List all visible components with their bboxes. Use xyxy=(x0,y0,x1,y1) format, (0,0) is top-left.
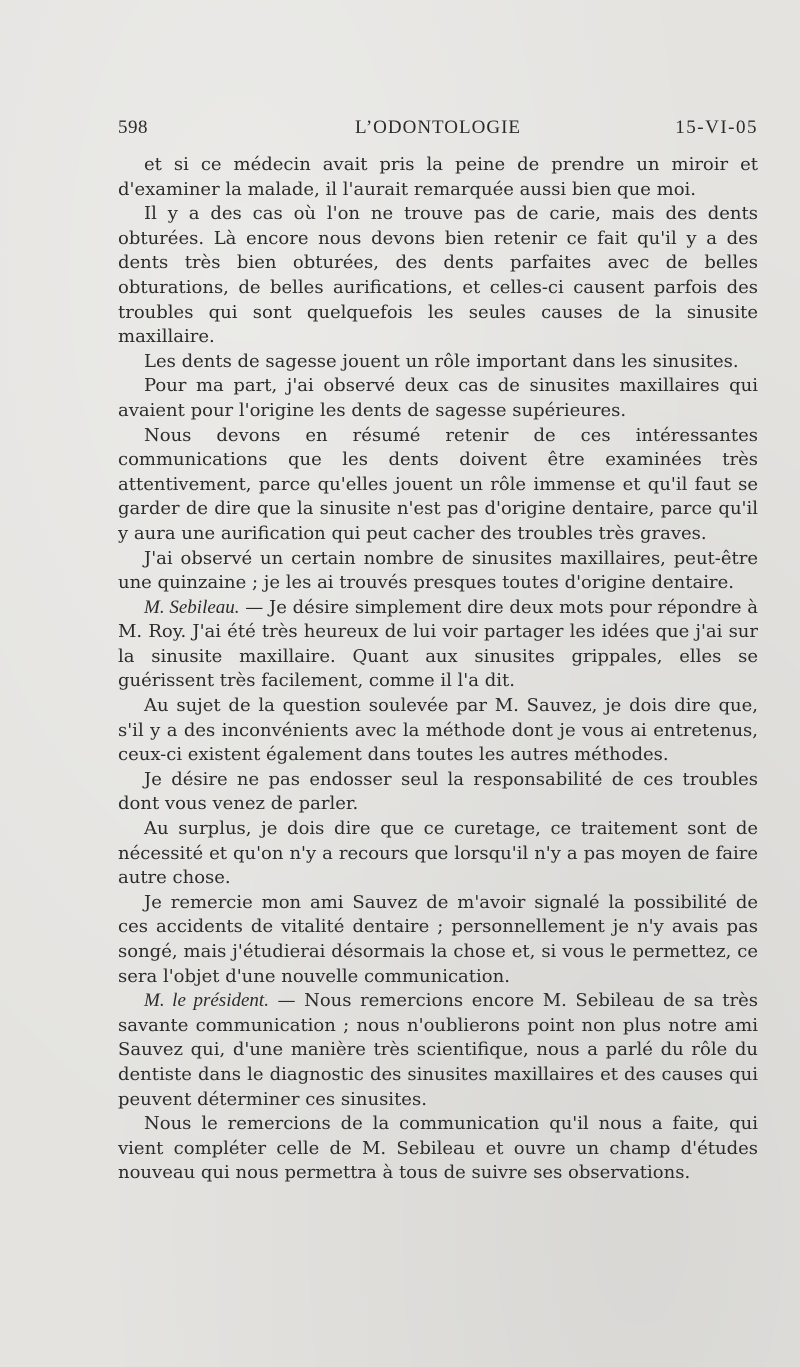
paragraph-text: Au sujet de la question soulevée par M. Sauvez, je dois dire que, s'il y a des inconvénients avec la méthode dont je vous ai entretenus, ceux-ci existent également dans toutes les autres méthodes. xyxy=(118,695,758,766)
speaker-name: M. Sebileau. xyxy=(144,596,240,618)
paragraph-text: Je remercie mon ami Sauvez de m'avoir signalé la possibilité de ces accidents de vitalité dentaire ; personnellement je n'y avais pas songé, mais j'étudierai désormais la chose et, si vous le permettez, ce sera l'objet d'une nouvelle communication. xyxy=(118,891,758,987)
paragraph-text: Les dents de sagesse jouent un rôle important dans les sinusites. xyxy=(144,350,739,372)
issue-date: 15-VI-05 xyxy=(675,117,758,138)
paragraph-text: Pour ma part, j'ai observé deux cas de sinusites maxillaires qui avaient pour l'origine les dents de sagesse supérieures. xyxy=(118,375,758,421)
paragraph-text: Nous devons en résumé retenir de ces intéressantes communications que les dents doivent être examinées très attentivement, parce qu'elles jouent un rôle immense et qu'il faut se garder de dire que la sinusite n'est pas d'origine dentaire, parce qu'il y aura une aurification qui peut cacher des troubles très graves. xyxy=(118,424,758,544)
paragraph-text: — Je désire simplement dire deux mots pour répondre à M. Roy. J'ai été très heureux de lui voir partager les idées que j'ai sur la sinusite maxillaire. Quant aux sinusites grippales, elles se guérissent très facilement, comme il l'a dit. xyxy=(118,596,758,692)
paragraph-text: J'ai observé un certain nombre de sinusites maxillaires, peut-être une quinzaine ; je les ai trouvés presques toutes d'origine dentaire. xyxy=(118,547,758,594)
paragraph-text: Je désire ne pas endosser seul la responsabilité de ces troubles dont vous venez de parler. xyxy=(118,768,758,815)
paragraph xyxy=(118,817,758,891)
paragraph xyxy=(118,374,758,423)
paragraph xyxy=(118,694,758,768)
paragraph-text: — Nous remercions encore M. Sebileau de sa très savante communication ; nous n'oublierons point non plus notre ami Sauvez qui, d'une manière très scientifique, nous a parlé du rôle du dentiste dans le diagnostic des sinusites maxillaires et des causes qui peuvent déterminer ces sinusites. xyxy=(118,990,758,1110)
paragraph xyxy=(118,768,758,817)
paragraph-text: Au surplus, je dois dire que ce curetage, ce traitement sont de nécessité et qu'on n'y a recours que lorsqu'il n'y a pas moyen de faire autre chose. xyxy=(118,818,758,889)
running-header xyxy=(118,117,758,147)
body-text xyxy=(118,153,758,1186)
page-number: 598 xyxy=(118,117,148,138)
paragraph xyxy=(118,891,758,989)
paragraph xyxy=(118,424,758,547)
journal-title: L’ODONTOLOGIE xyxy=(354,117,522,138)
paragraph xyxy=(118,202,758,350)
paragraph xyxy=(118,350,758,375)
paragraph xyxy=(118,1112,758,1186)
paragraph xyxy=(118,547,758,596)
paragraph xyxy=(118,596,758,694)
paragraph xyxy=(118,989,758,1112)
paragraph xyxy=(118,153,758,202)
paragraph-text: Nous le remercions de la communication qu'il nous a faite, qui vient compléter celle de M. Sebileau et ouvre un champ d'études nouveau qui nous permettra à tous de suivre ses observations. xyxy=(118,1113,758,1184)
paragraph-text: Il y a des cas où l'on ne trouve pas de carie, mais des dents obturées. Là encore nous devons bien retenir ce fait qu'il y a des dents très bien obturées, des dents parfaites avec de belles obturations, de belles aurifications, et celles-ci causent parfois des troubles qui sont quelquefois les seules causes de la sinusite maxillaire. xyxy=(118,203,758,348)
speaker-name: M. le président. xyxy=(144,990,269,1012)
paragraph-text: et si ce médecin avait pris la peine de prendre un miroir et d'examiner la malade, il l'aurait remarquée aussi bien que moi. xyxy=(118,154,758,200)
